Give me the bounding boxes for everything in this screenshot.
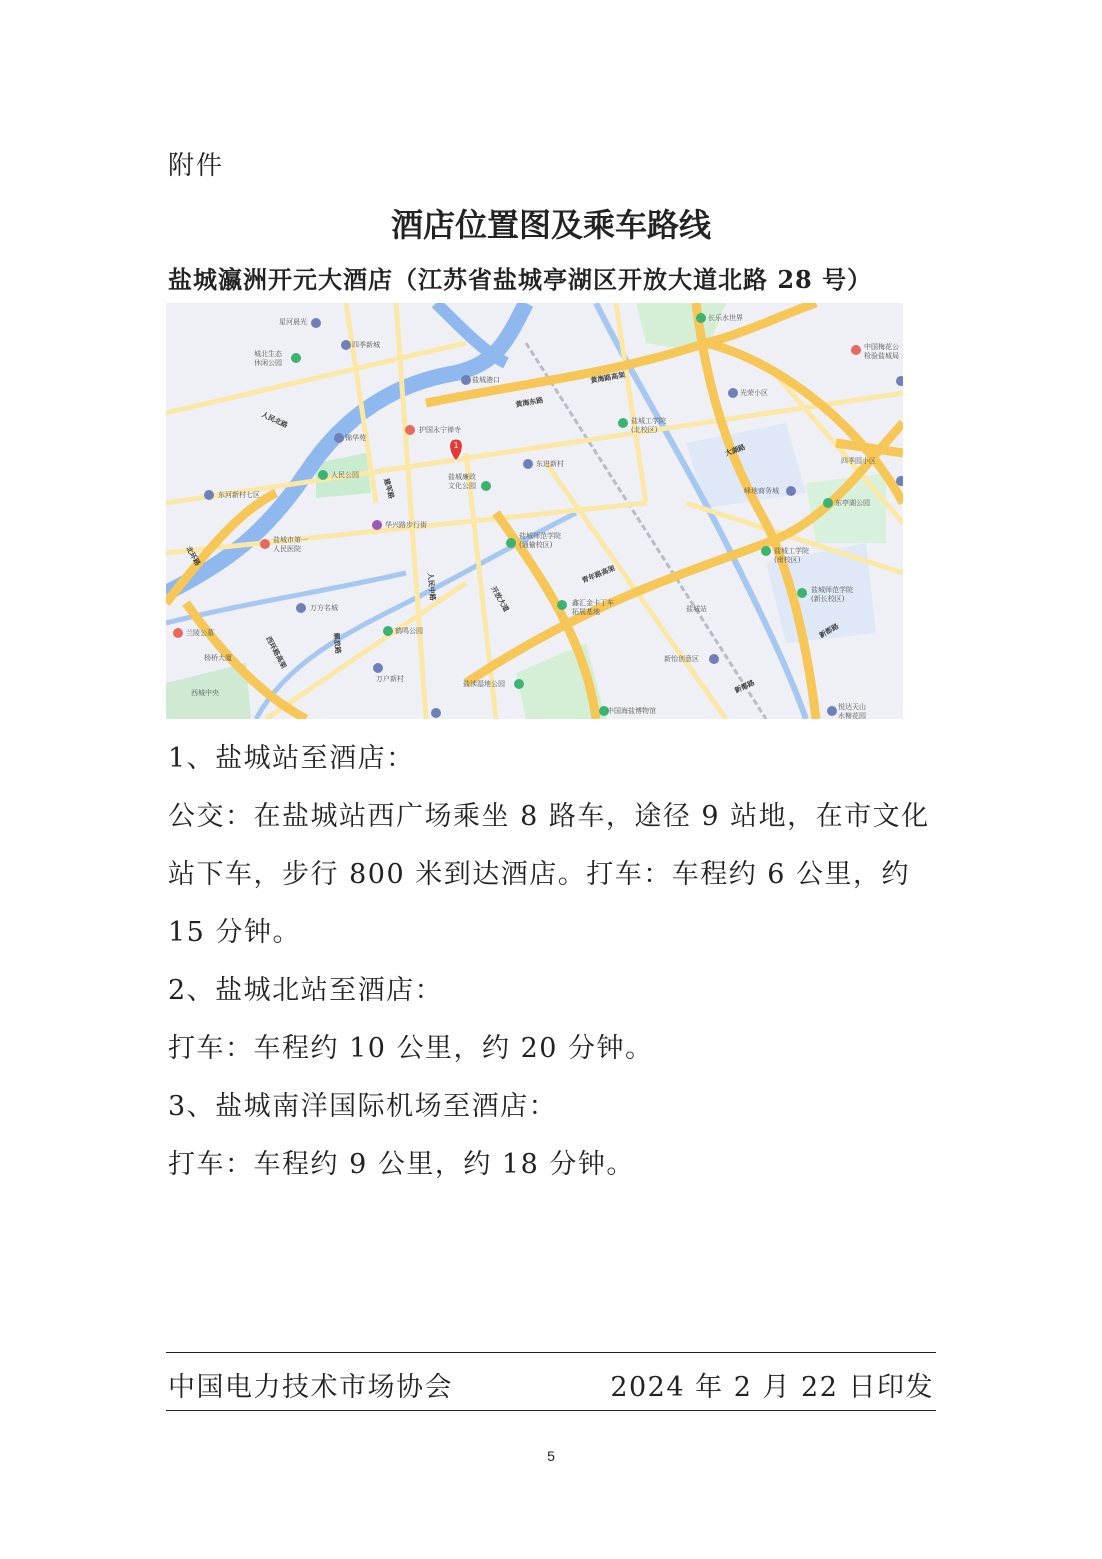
footer [168, 1365, 934, 1404]
svg-text:万方名城: 万方名城 [310, 604, 338, 612]
hotel-location-map [166, 303, 903, 719]
svg-text:鑫汇金卡丁车: 鑫汇金卡丁车 [572, 599, 614, 607]
svg-text:四季园小区: 四季园小区 [841, 457, 876, 465]
route-2-detail: 打车：车程约 10 公里，约 20 分钟。 [168, 1033, 654, 1064]
svg-text:东进新村: 东进新村 [536, 460, 564, 468]
svg-text:杨桥大厦: 杨桥大厦 [204, 654, 232, 662]
svg-text:水榭花园: 水榭花园 [838, 712, 866, 719]
svg-text:万户新村: 万户新村 [376, 675, 404, 683]
svg-text:兰陵公墓: 兰陵公墓 [186, 629, 214, 637]
footer-top-rule [166, 1352, 936, 1353]
svg-text:中国梅花公: 中国梅花公 [864, 343, 899, 351]
svg-text:光荣小区: 光荣小区 [740, 389, 768, 397]
svg-text:盐城市第一: 盐城市第一 [273, 536, 308, 544]
svg-text:(新长校区): (新长校区) [811, 595, 845, 603]
svg-text:盐城工学院: 盐城工学院 [631, 417, 666, 425]
page-number: 5 [547, 1448, 555, 1464]
svg-text:盐渎湿地公园: 盐渎湿地公园 [463, 680, 505, 688]
annex-label: 附件 [168, 151, 225, 181]
svg-text:黄海路高架: 黄海路高架 [589, 371, 626, 385]
svg-text:城北生态: 城北生态 [254, 350, 282, 358]
svg-text:解放路: 解放路 [332, 632, 342, 655]
route-1-heading: 1、盐城站至酒店： [168, 743, 415, 774]
footer-organization: 中国电力技术市场协会 [168, 1372, 453, 1403]
svg-text:新怡创意区: 新怡创意区 [664, 655, 699, 663]
svg-text:青年路高架: 青年路高架 [580, 564, 617, 585]
svg-text:盐城廉政: 盐城廉政 [448, 473, 476, 481]
svg-text:北环路: 北环路 [184, 545, 202, 568]
svg-text:大湖路: 大湖路 [723, 443, 747, 458]
svg-text:盐城师范学院: 盐城师范学院 [811, 586, 853, 594]
svg-text:峰地商务城: 峰地商务城 [744, 487, 779, 495]
svg-text:护国永宁禅寺: 护国永宁禅寺 [419, 426, 461, 434]
footer-bottom-rule [166, 1410, 936, 1411]
page-title: 酒店位置图及乘车路线 [390, 206, 711, 244]
svg-text:人民中路: 人民中路 [426, 572, 437, 602]
svg-text:东亭湖公园: 东亭湖公园 [835, 499, 870, 507]
svg-text:四季新城: 四季新城 [352, 341, 380, 349]
svg-text:检验盐城局: 检验盐城局 [864, 352, 899, 360]
svg-text:建军路: 建军路 [382, 477, 396, 500]
route-2-heading: 2、盐城北站至酒店： [168, 975, 444, 1006]
svg-text:悦达天山: 悦达天山 [838, 703, 866, 711]
svg-text:西环路高架: 西环路高架 [264, 635, 288, 670]
svg-text:人民北路: 人民北路 [260, 410, 289, 430]
svg-text:锦华苑: 锦华苑 [345, 434, 366, 442]
svg-text:东河新村七区: 东河新村七区 [218, 491, 260, 499]
svg-text:新都路: 新都路 [818, 622, 841, 640]
svg-text:文化公园: 文化公园 [448, 482, 476, 490]
svg-text:西城中央: 西城中央 [191, 689, 219, 697]
svg-text:星河晨光: 星河晨光 [279, 318, 307, 326]
svg-text:中国海盐博物馆: 中国海盐博物馆 [607, 707, 656, 715]
svg-text:盐城师范学院: 盐城师范学院 [519, 532, 561, 540]
svg-text:拓展基地: 拓展基地 [572, 608, 600, 616]
footer-date: 2024 年 2 月 22 日印发 [610, 1372, 934, 1403]
svg-text:盐城工学院: 盐城工学院 [774, 547, 809, 555]
svg-text:长乐水世界: 长乐水世界 [708, 314, 743, 322]
hotel-marker-label: 1 [453, 441, 459, 450]
svg-text:(南校区): (南校区) [774, 556, 801, 564]
svg-text:开放大道: 开放大道 [489, 585, 511, 614]
svg-text:黄海东路: 黄海东路 [514, 396, 544, 409]
svg-text:(北校区): (北校区) [631, 426, 658, 434]
route-3-detail: 打车：车程约 9 公里，约 18 分钟。 [168, 1149, 635, 1180]
svg-text:盐城港口: 盐城港口 [472, 376, 500, 384]
svg-text:盐城站: 盐城站 [686, 605, 707, 613]
svg-text:人民公园: 人民公园 [331, 471, 359, 479]
svg-text:华兴路步行街: 华兴路步行街 [385, 521, 427, 529]
svg-text:休闲公园: 休闲公园 [254, 359, 282, 367]
route-3-heading: 3、盐城南洋国际机场至酒店： [168, 1091, 558, 1122]
svg-text:鹤鸣公园: 鹤鸣公园 [395, 627, 423, 635]
svg-text:人民医院: 人民医院 [273, 545, 301, 553]
route-instructions [168, 730, 936, 1194]
svg-text:新都路: 新都路 [733, 678, 756, 695]
hotel-address: 盐城瀛洲开元大酒店（江苏省盐城亭湖区开放大道北路 28 号） [168, 265, 873, 294]
svg-text:(通榆校区): (通榆校区) [519, 541, 553, 549]
route-1-detail: 公交：在盐城站西广场乘坐 8 路车，途径 9 站地，在市文化站下车，步行 800 米到达酒店。打车：车程约 6 公里，约 15 分钟。 [168, 801, 930, 948]
